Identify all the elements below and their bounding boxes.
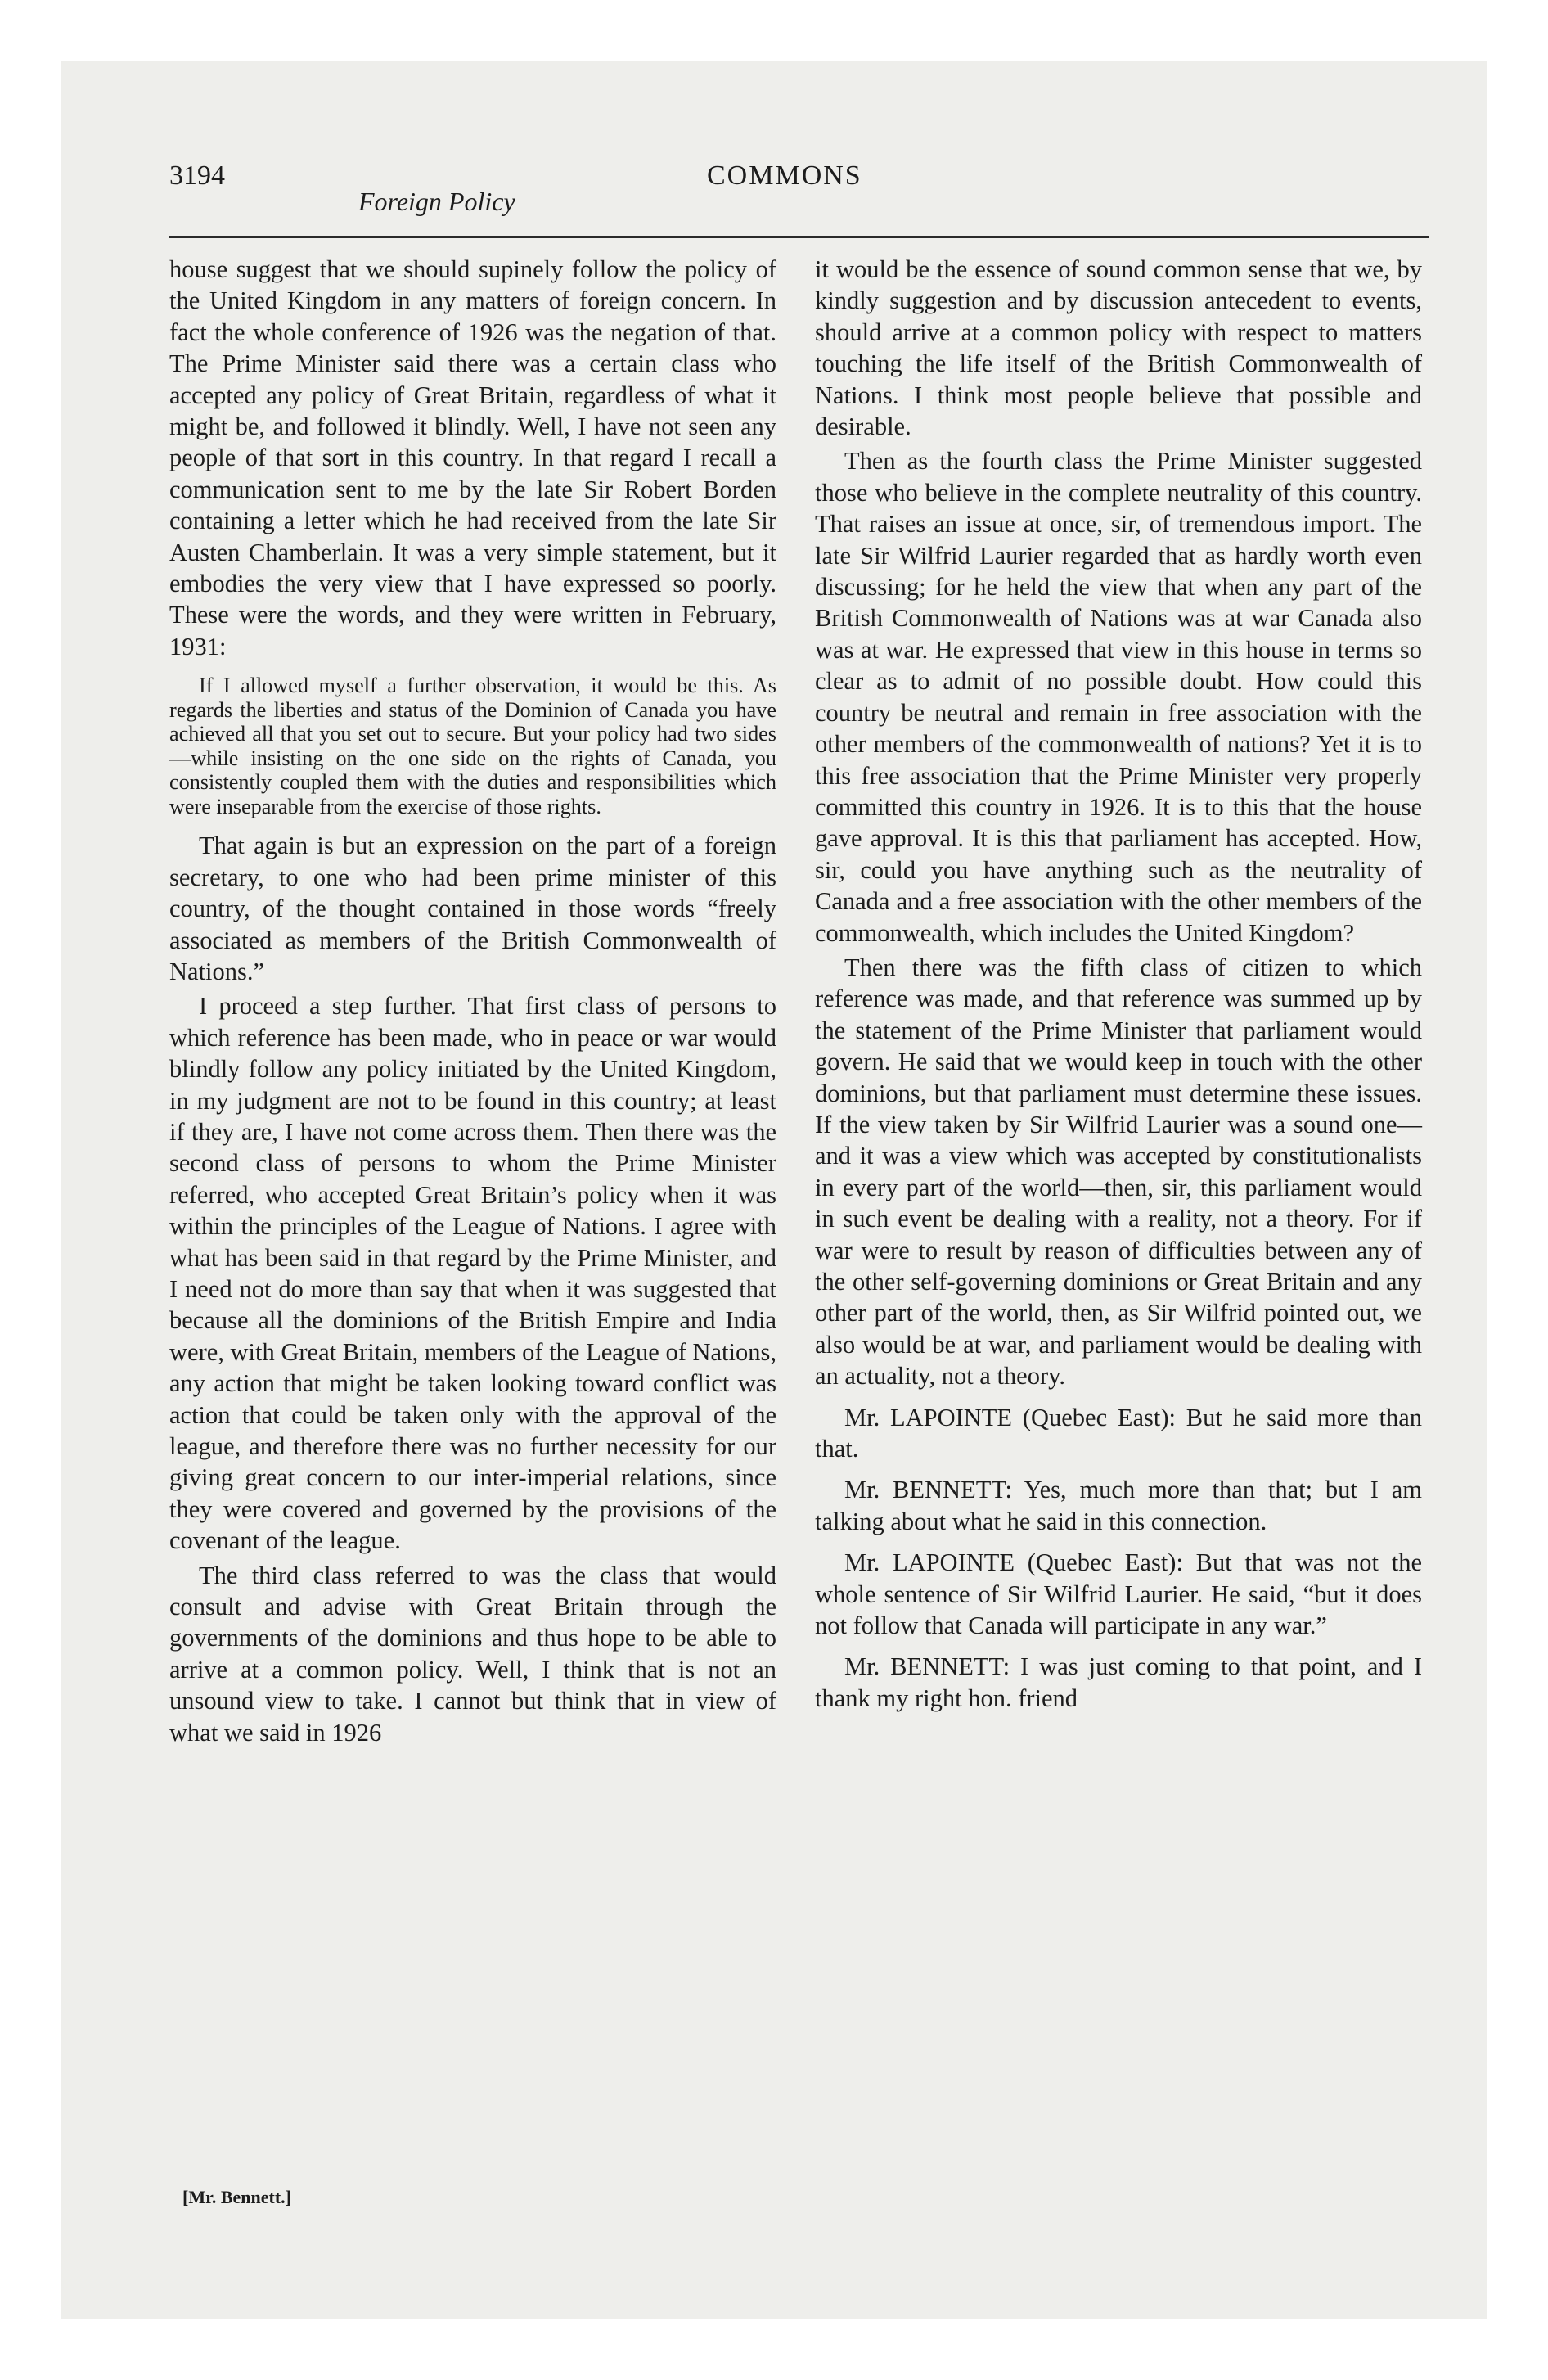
section-title: Foreign Policy — [358, 187, 515, 216]
page-header — [0, 0, 1548, 246]
paragraph: That again is but an expression on the part of a foreign secretary, to one who had been prime minister of this country, of the thought contained in those words “freely associated as members of the British Commonwealth of Nations.” — [169, 832, 776, 985]
paragraph: The third class referred to was the class that would consult and advise with Great Britain through the governments of the dominions and thus hope to be able to arrive at a common policy. Well, I think that is not an unsound view to take. I cannot but think that in view of what we said in 1926 — [169, 1561, 776, 1747]
paragraph: I proceed a step further. That first class of persons to which reference has been made, who in peace or war would blindly follow any policy initiated by the United Kingdom, in my judgment are not to be found in this country; at least if they are, I have not come across them. Then there was the second class of persons to whom the Prime Minister referred, who accepted Great Britain’s policy when it was within the principles of the League of Nations. I agree with what has been said in that regard by the Prime Minister, and I need not do more than say that when it was suggested that because all the dominions of the British Empire and India were, with Great Britain, members of the League of Nations, any action that might be taken looking toward conflict was action that could be taken only with the approval of the league, and therefore there was no further necessity for our giving great concern to our inter-imperial relations, since they were covered and governed by the provisions of the covenant of the league. — [169, 992, 776, 1555]
left-column — [169, 254, 776, 1748]
paragraph: house suggest that we should supinely follow the policy of the United Kingdom in any matters of foreign concern. In fact the whole conference of 1926 was the negation of that. The Prime Minister said there was a certain class who accepted any policy of Great Britain, regardless of what it might be, and followed it blindly. Well, I have not seen any people of that sort in this country. In that regard I recall a communication sent to me by the late Sir Robert Borden containing a letter which he had received from the late Sir Austen Chamberlain. It was a very simple statement, but it embodies the very view that I have expressed so poorly. These were the words, and they were written in February, 1931: — [169, 255, 776, 660]
right-column — [815, 254, 1422, 1714]
speaker-paragraph: Mr. BENNETT: I was just coming to that point, and I thank my right hon. friend — [815, 1652, 1422, 1712]
block-quote: If I allowed myself a further observation, it would be this. As regards the liberties and status of the Dominion of Canada you have achieved all that you set out to secure. But your policy had two sides—while insisting on the one side on the rights of Canada, you consistently coupled them with the duties and responsibilities which were inseparable from the exercise of those rights. — [169, 674, 776, 818]
speaker-paragraph: Mr. LAPOINTE (Quebec East): But he said more than that. — [815, 1403, 1422, 1463]
header-divider — [169, 236, 1429, 238]
paragraph: Then as the fourth class the Prime Minister suggested those who believe in the complete neutrality of this country. That raises an issue at once, sir, of tremendous import. The late Sir Wilfrid Laurier regarded that as hardly worth even discussing; for he held the view that when any part of the British Commonwealth of Nations was at war Canada also was at war. He expressed that view in this house in terms so clear as to admit of no possible doubt. How could this country be neutral and remain in free association with the other members of the commonwealth of nations? Yet it is to this free association that the Prime Minister very properly committed this country in 1926. It is to this that the house gave approval. It is this that parliament has accepted. How, sir, could you have anything such as the neutrality of Canada and a free association with the other members of the commonwealth, which includes the United Kingdom? — [815, 447, 1422, 947]
page-heading: COMMONS — [707, 160, 862, 191]
paragraph: Then there was the fifth class of citizen to which reference was made, and that reference was summed up by the statement of the Prime Minister that parliament would govern. He said that we would keep in touch with the other dominions, but that parliament must determine these issues. If the view taken by Sir Wilfrid Laurier was a sound one—and it was a view which was accepted by constitutionalists in every part of the world—then, sir, this parliament would in such event be dealing with a reality, not a theory. For if war were to result by reason of difficulties between any of the other self-governing dominions or Great Britain and any other part of the world, then, as Sir Wilfrid pointed out, we also would be at war, and parliament would be dealing with an actuality, not a theory. — [815, 953, 1422, 1391]
page-number: 3194 — [169, 160, 225, 191]
speaker-paragraph: Mr. BENNETT: Yes, much more than that; but I am talking about what he said in this connection. — [815, 1476, 1422, 1535]
speaker-paragraph: Mr. LAPOINTE (Quebec East): But that was not the whole sentence of Sir Wilfrid Laurier. He said, “but it does not follow that Canada will participate in any war.” — [815, 1548, 1422, 1640]
speaker-attribution: [Mr. Bennett.] — [182, 2187, 291, 2207]
paragraph: it would be the essence of sound common sense that we, by kindly suggestion and by discussion antecedent to events, should arrive at a common policy with respect to matters touching the life itself of the British Commonwealth of Nations. I think most people believe that possible and desirable. — [815, 255, 1422, 441]
